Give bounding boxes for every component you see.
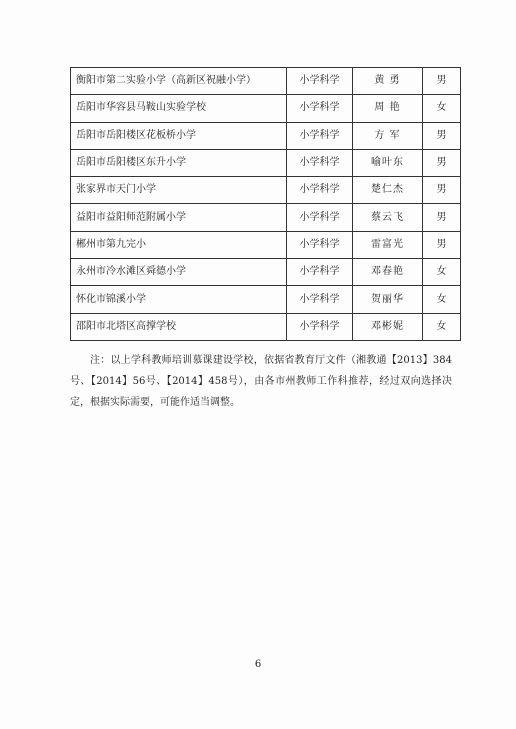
subject-cell: 小学科学: [287, 122, 353, 149]
subject-cell: 小学科学: [287, 313, 353, 340]
gender-cell: 女: [423, 95, 461, 122]
school-cell: 邵阳市北塔区高撑学校: [71, 313, 287, 340]
subject-cell: 小学科学: [287, 68, 353, 95]
gender-cell: 男: [423, 204, 461, 231]
gender-cell: 男: [423, 149, 461, 176]
teacher-name-cell: 贺丽华: [353, 286, 423, 313]
teacher-name-cell: 雷富光: [353, 231, 423, 258]
school-cell: 岳阳市华容县马鞍山实验学校: [71, 95, 287, 122]
gender-cell: 女: [423, 313, 461, 340]
table-row: [71, 231, 461, 258]
school-cell: 张家界市天门小学: [71, 177, 287, 204]
school-cell: 岳阳市岳阳楼区花板桥小学: [71, 122, 287, 149]
school-cell: 郴州市第九完小: [71, 231, 287, 258]
school-cell: 永州市冷水滩区舜德小学: [71, 259, 287, 286]
page-number: 6: [254, 659, 262, 670]
table-row: [71, 286, 461, 313]
teacher-name-cell: 黄 勇: [353, 68, 423, 95]
teacher-name-cell: 邓彬妮: [353, 313, 423, 340]
subject-cell: 小学科学: [287, 231, 353, 258]
school-cell: 岳阳市岳阳楼区东升小学: [71, 149, 287, 176]
subject-cell: 小学科学: [287, 286, 353, 313]
table-row: [71, 95, 461, 122]
subject-cell: 小学科学: [287, 259, 353, 286]
table-row: [71, 68, 461, 95]
teacher-name-cell: 蔡云飞: [353, 204, 423, 231]
teacher-name-cell: 喻叶东: [353, 149, 423, 176]
table-row: [71, 313, 461, 340]
school-cell: 衡阳市第二实验小学（高新区祝融小学）: [71, 68, 287, 95]
table-row: [71, 149, 461, 176]
gender-cell: 男: [423, 122, 461, 149]
school-cell: 益阳市益阳师范附属小学: [71, 204, 287, 231]
gender-cell: 男: [423, 231, 461, 258]
gender-cell: 男: [423, 68, 461, 95]
table-row: [71, 204, 461, 231]
subject-cell: 小学科学: [287, 149, 353, 176]
subject-cell: 小学科学: [287, 95, 353, 122]
teacher-name-cell: 周 艳: [353, 95, 423, 122]
table-row: [71, 122, 461, 149]
school-cell: 怀化市锦溪小学: [71, 286, 287, 313]
gender-cell: 男: [423, 177, 461, 204]
teacher-name-cell: 邓春艳: [353, 259, 423, 286]
subject-cell: 小学科学: [287, 204, 353, 231]
school-teacher-table: [70, 67, 461, 341]
teacher-name-cell: 方 军: [353, 122, 423, 149]
table-row: [71, 177, 461, 204]
footnote: 注：以上学科教师培训慕课建设学校，依据省教育厅文件（湘教通【2013】384号、【2014】56号、【2014】458号），由各市州教师工作科推荐，经过双向选择决定，根据实际需要，可能作适当调整。: [70, 355, 452, 408]
gender-cell: 女: [423, 259, 461, 286]
table-body: [71, 68, 461, 341]
subject-cell: 小学科学: [287, 177, 353, 204]
table-row: [71, 259, 461, 286]
teacher-name-cell: 楚仁杰: [353, 177, 423, 204]
gender-cell: 女: [423, 286, 461, 313]
